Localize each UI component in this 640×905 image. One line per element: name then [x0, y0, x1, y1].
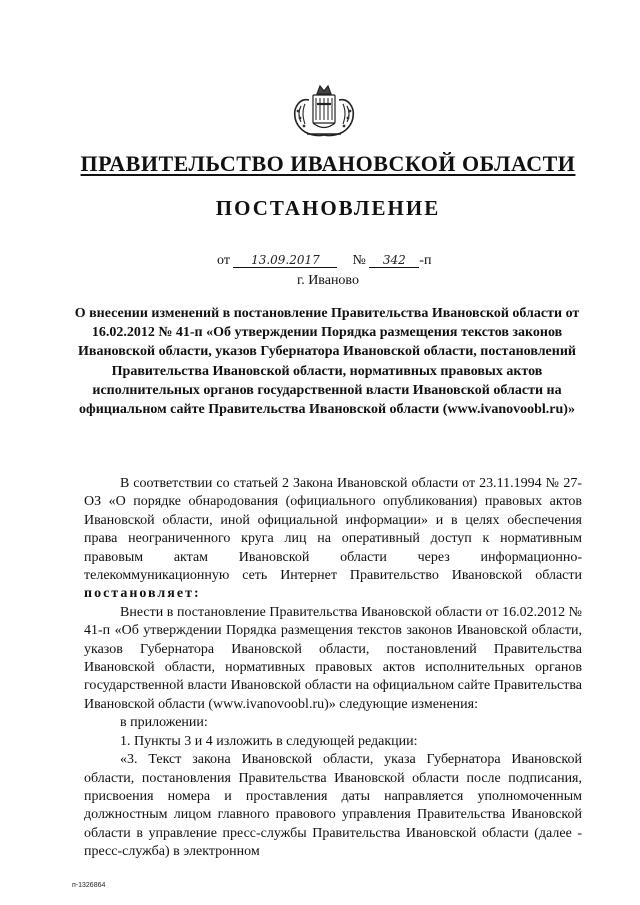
coat-of-arms-emblem: [287, 80, 361, 140]
number-suffix: -п: [419, 253, 432, 268]
government-name-text: ПРАВИТЕЛЬСТВО ИВАНОВСКОЙ ОБЛАСТИ: [80, 151, 576, 176]
date-value: 13.09.2017: [233, 253, 337, 268]
document-code: п-1326864: [72, 882, 106, 889]
paragraph: «3. Текст закона Ивановской области, указа Губернатора Ивановской области, постановления Правительства Ивановской области после подписания, присвоения номера и проставления даты направляется уполномоченным должностным лицом главного правового управления Правительства Ивановской области в управление пресс-службы Правительства Ивановской области (далее - пресс-служба) в электронном: [84, 752, 582, 860]
number-sign: №: [352, 253, 366, 268]
city: г. Иваново: [297, 273, 359, 288]
document-type: ПОСТАНОВЛЕНИЕ: [215, 196, 441, 220]
document-title: О внесении изменений в постановление Правительства Ивановской области от 16.02.2012 № 41-п «Об утверждении Порядка размещения текстов законов Ивановской области, указов Губернатора Ивановской области, постановлений Правительства Ивановской области, нормативных правовых актов исполнительных органов государственной власти Ивановской области на официальном сайте Правительства Ивановской области (www.ivanovoobl.ru)»: [74, 306, 580, 418]
resolution-word: постановляет:: [84, 586, 201, 602]
paragraph-text: В соответствии со статьей 2 Закона Ивановской области от 23.11.1994 № 27-ОЗ «О порядке обнародования (официального опубликования) правовых актов Ивановской области, иной официальной информации» и в целях обеспечения права неограниченного круга лиц на оперативный доступ к нормативным правовым актам Ивановской области через информационно-телекоммуникационную сеть Интернет Правительство Ивановской области: [84, 476, 582, 584]
paragraph: в приложении:: [120, 715, 208, 731]
date-number-line: [217, 253, 431, 269]
document-body: [84, 475, 582, 862]
paragraph: [84, 475, 582, 604]
paragraph: Внести в постановление Правительства Ивановской области от 16.02.2012 № 41-п «Об утверждении Порядка размещения текстов законов Ивановской области, указов Губернатора Ивановской области, постановлений Правительства Ивановской области, нормативных правовых актов исполнительных органов государственной власти Ивановской области на официальном сайте Правительства Ивановской области (www.ivanovoobl.ru)» следующие изменения:: [84, 604, 582, 712]
number-value: 342: [369, 253, 419, 268]
date-prefix: от: [217, 253, 230, 268]
government-name: [0, 151, 640, 177]
paragraph: 1. Пункты 3 и 4 изложить в следующей редакции:: [120, 733, 418, 749]
